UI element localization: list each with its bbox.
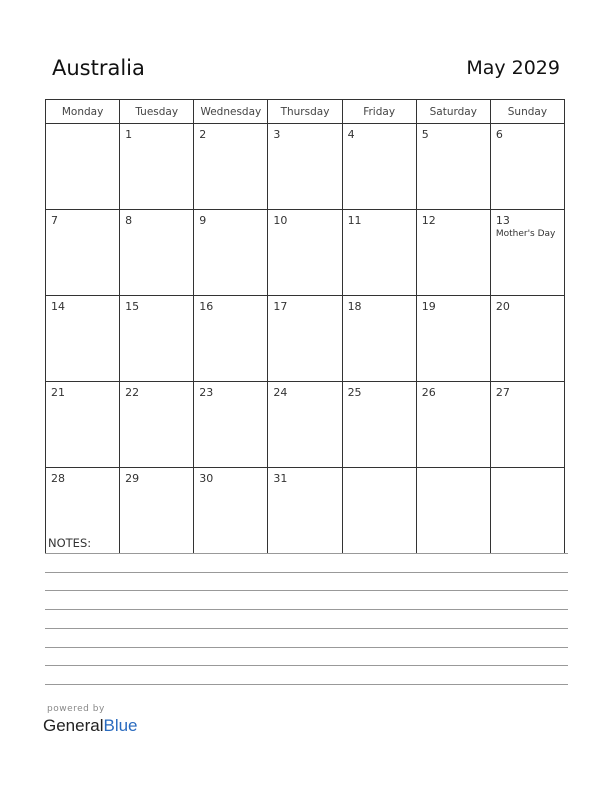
day-cell: [342, 382, 416, 468]
week-row: [46, 382, 565, 468]
day-cell: [46, 210, 120, 296]
day-cell: [194, 382, 268, 468]
day-number: 9: [199, 214, 207, 227]
day-cell: [416, 296, 490, 382]
day-number: 4: [347, 128, 355, 141]
day-number: 6: [495, 128, 503, 141]
month-year-title: May 2029: [466, 57, 560, 79]
holiday-label: Mother's Day: [495, 229, 556, 239]
day-cell: [490, 296, 564, 382]
day-cell: [490, 210, 564, 296]
day-cell: [342, 124, 416, 210]
day-cell: [194, 468, 268, 554]
day-number: 3: [273, 128, 281, 141]
powered-by-text: powered by: [47, 704, 105, 714]
day-cell: [194, 124, 268, 210]
day-cell: [120, 382, 194, 468]
day-cell: [490, 468, 564, 554]
day-cell: [416, 382, 490, 468]
note-line: [45, 665, 568, 666]
day-number: 24: [273, 386, 288, 399]
day-cell: [268, 382, 342, 468]
day-number: 17: [273, 300, 288, 313]
country-title: Australia: [52, 56, 145, 80]
weekday-thursday: Thursday: [268, 100, 342, 124]
weekday-saturday: Saturday: [416, 100, 490, 124]
day-cell: [194, 296, 268, 382]
day-cell: [120, 210, 194, 296]
day-cell: [342, 210, 416, 296]
day-number: 26: [421, 386, 436, 399]
brand-general-text: General: [43, 716, 104, 735]
day-number: 31: [273, 472, 288, 485]
day-number: 2: [199, 128, 207, 141]
day-number: 27: [495, 386, 510, 399]
day-number: 5: [421, 128, 429, 141]
day-cell: [120, 468, 194, 554]
day-number: 1: [125, 128, 133, 141]
day-cell: [490, 124, 564, 210]
day-cell: [120, 296, 194, 382]
note-line: [45, 628, 568, 629]
day-number: 14: [51, 300, 65, 313]
day-cell: [416, 468, 490, 554]
day-cell: [342, 468, 416, 554]
weekday-friday: Friday: [342, 100, 416, 124]
day-cell: [268, 124, 342, 210]
note-line: [45, 572, 568, 573]
day-cell: [416, 124, 490, 210]
day-cell: [46, 296, 120, 382]
day-cell: [416, 210, 490, 296]
day-number: 22: [125, 386, 140, 399]
day-cell: [490, 382, 564, 468]
day-cell: [46, 124, 120, 210]
day-cell: [268, 210, 342, 296]
note-line: [45, 590, 568, 591]
day-cell: [120, 124, 194, 210]
day-number: 18: [347, 300, 362, 313]
day-number: 7: [51, 214, 58, 227]
week-row: [46, 210, 565, 296]
generalblue-logo[interactable]: [43, 716, 138, 736]
day-cell: [46, 382, 120, 468]
week-row: [46, 124, 565, 210]
note-line: [45, 647, 568, 648]
day-number: 20: [495, 300, 510, 313]
day-number: 16: [199, 300, 214, 313]
day-cell: [342, 296, 416, 382]
day-number: 19: [421, 300, 436, 313]
brand-blue-text: Blue: [103, 716, 138, 735]
day-number: 13: [495, 214, 510, 227]
day-number: 25: [347, 386, 362, 399]
weekday-header-row: [46, 100, 565, 124]
week-row: [46, 468, 565, 554]
day-number: 8: [125, 214, 133, 227]
weekday-wednesday: Wednesday: [194, 100, 268, 124]
weekday-sunday: Sunday: [490, 100, 564, 124]
day-number: 30: [199, 472, 214, 485]
notes-label: NOTES:: [48, 536, 92, 550]
day-number: 11: [347, 214, 362, 227]
note-line: [45, 684, 568, 685]
calendar-grid: [45, 99, 565, 554]
week-row: [46, 296, 565, 382]
note-line: [45, 553, 568, 554]
day-cell: [194, 210, 268, 296]
day-number: 29: [125, 472, 140, 485]
day-cell: [268, 296, 342, 382]
day-number: 15: [125, 300, 140, 313]
day-number: 23: [199, 386, 214, 399]
day-number: 21: [51, 386, 65, 399]
weekday-monday: Monday: [46, 100, 120, 124]
day-cell: [268, 468, 342, 554]
day-number: 12: [421, 214, 436, 227]
day-number: 10: [273, 214, 288, 227]
note-line: [45, 609, 568, 610]
day-number: 28: [51, 472, 65, 485]
weekday-tuesday: Tuesday: [120, 100, 194, 124]
